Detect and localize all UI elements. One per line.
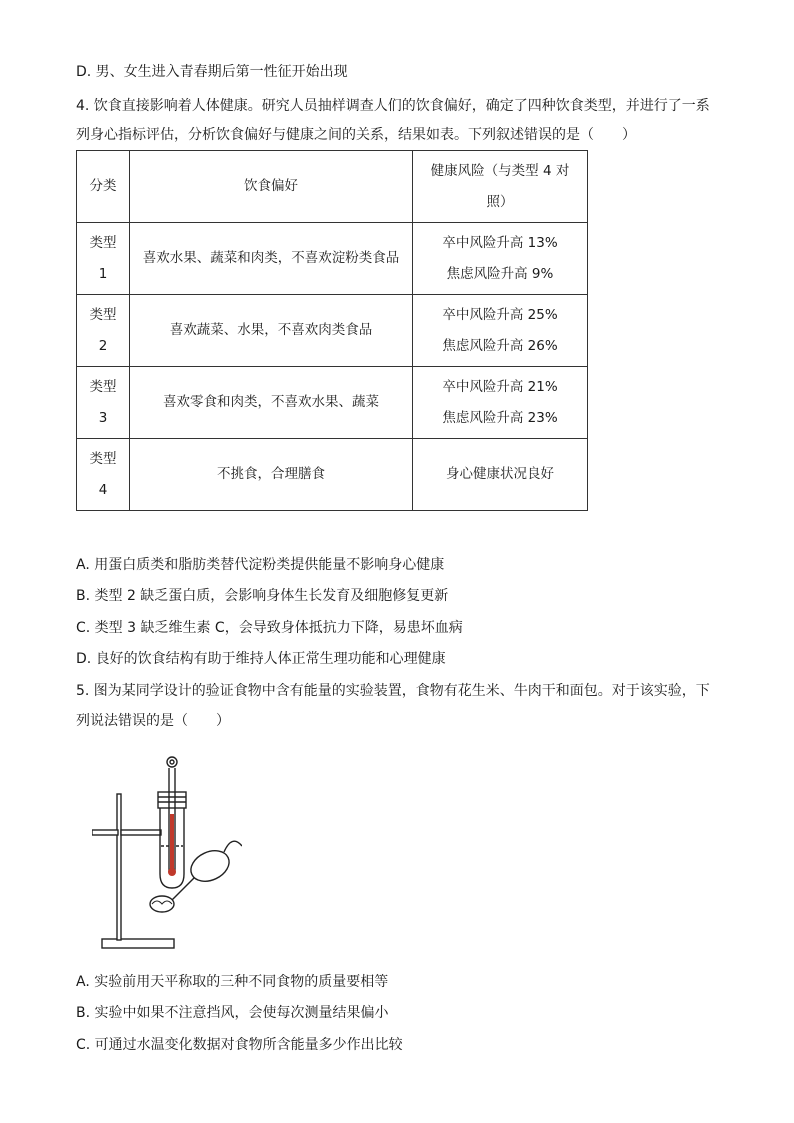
header-category: 分类 — [77, 151, 130, 223]
type-number: 3 — [98, 409, 108, 426]
preference-cell: 不挑食，合理膳食 — [130, 439, 413, 511]
question-4-option-b: B. 类型 2 缺乏蛋白质，会影响身体生长发育及细胞修复更新 — [76, 588, 449, 604]
type-cell — [77, 439, 130, 511]
question-4-option-a: A. 用蛋白质类和脂肪类替代淀粉类提供能量不影响身心健康 — [76, 557, 445, 573]
question-5-stem-line2: 列说法错误的是（ ） — [76, 713, 230, 729]
apparatus-drawing — [92, 754, 242, 954]
type-cell — [77, 367, 130, 439]
risk-line1: 卒中风险升高 21% — [442, 378, 558, 395]
header-health-risk — [413, 151, 588, 223]
risk-cell — [413, 295, 588, 367]
food-energy-apparatus-figure — [92, 754, 242, 958]
preference-cell: 喜欢蔬菜、水果，不喜欢肉类食品 — [130, 295, 413, 367]
table-row — [77, 367, 588, 439]
table-row — [77, 295, 588, 367]
table-row — [77, 439, 588, 511]
type-label: 类型 — [89, 450, 117, 467]
header-health-risk-line1: 健康风险（与类型 4 对 — [430, 162, 570, 179]
risk-cell — [413, 367, 588, 439]
preference-cell: 喜欢零食和肉类，不喜欢水果、蔬菜 — [130, 367, 413, 439]
risk-cell — [413, 439, 588, 511]
question-4-option-c: C. 类型 3 缺乏维生素 C，会导致身体抵抗力下降，易患坏血病 — [76, 620, 463, 636]
type-label: 类型 — [89, 306, 117, 323]
risk-line1: 卒中风险升高 25% — [442, 306, 558, 323]
risk-line1: 卒中风险升高 13% — [442, 234, 558, 251]
type-cell — [77, 295, 130, 367]
type-label: 类型 — [89, 378, 117, 395]
risk-cell — [413, 223, 588, 295]
preference-cell: 喜欢水果、蔬菜和肉类，不喜欢淀粉类食品 — [130, 223, 413, 295]
table-row — [77, 223, 588, 295]
risk-line1: 身心健康状况良好 — [446, 466, 554, 482]
type-label: 类型 — [89, 234, 117, 251]
question-5-option-c: C. 可通过水温变化数据对食物所含能量多少作出比较 — [76, 1037, 403, 1053]
header-health-risk-line2: 照） — [486, 193, 514, 210]
type-number: 1 — [98, 265, 108, 282]
question-4-option-d: D. 良好的饮食结构有助于维持人体正常生理功能和心理健康 — [76, 651, 446, 667]
risk-line2: 焦虑风险升高 23% — [442, 409, 558, 426]
option-d-previous: D. 男、女生进入青春期后第一性征开始出现 — [76, 64, 348, 80]
question-5-option-b: B. 实验中如果不注意挡风，会使每次测量结果偏小 — [76, 1005, 389, 1021]
question-5-option-a: A. 实验前用天平称取的三种不同食物的质量要相等 — [76, 974, 389, 990]
table-header-row — [77, 151, 588, 223]
question-4-stem-line1: 4. 饮食直接影响着人体健康。研究人员抽样调查人们的饮食偏好，确定了四种饮食类型，并进行了一系 — [76, 98, 710, 114]
type-number: 4 — [98, 481, 108, 498]
risk-line2: 焦虑风险升高 9% — [446, 265, 554, 282]
diet-health-table — [76, 150, 588, 511]
risk-line2: 焦虑风险升高 26% — [442, 337, 558, 354]
question-5-stem-line1: 5. 图为某同学设计的验证食物中含有能量的实验装置，食物有花生米、牛肉干和面包。对于该实验，下 — [76, 683, 710, 699]
type-number: 2 — [98, 337, 108, 354]
header-diet-preference: 饮食偏好 — [130, 151, 413, 223]
type-cell — [77, 223, 130, 295]
question-4-stem-line2: 列身心指标评估，分析饮食偏好与健康之间的关系，结果如表。下列叙述错误的是（ ） — [76, 127, 636, 143]
